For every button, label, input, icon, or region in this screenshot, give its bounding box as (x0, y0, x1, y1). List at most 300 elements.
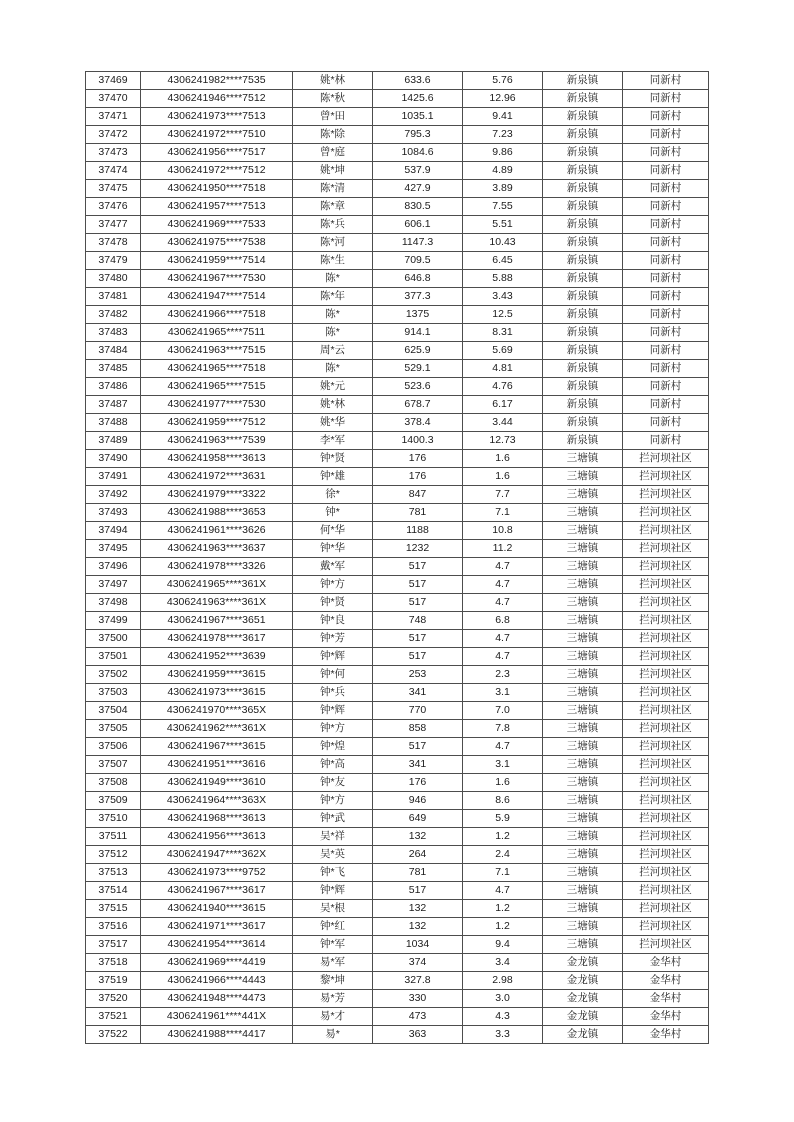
cell-amount: 517 (373, 648, 463, 666)
cell-name: 钟*贤 (293, 594, 373, 612)
cell-town: 三塘镇 (543, 810, 623, 828)
cell-id-masked: 4306241965****7518 (141, 360, 293, 378)
cell-town: 三塘镇 (543, 486, 623, 504)
cell-name: 易* (293, 1026, 373, 1044)
cell-village: 拦河坝社区 (623, 630, 709, 648)
cell-rate: 12.96 (463, 90, 543, 108)
cell-rate: 5.88 (463, 270, 543, 288)
cell-town: 三塘镇 (543, 720, 623, 738)
cell-rate: 7.8 (463, 720, 543, 738)
cell-rate: 4.7 (463, 594, 543, 612)
cell-rate: 7.1 (463, 864, 543, 882)
cell-village: 金华村 (623, 1008, 709, 1026)
cell-village: 同新村 (623, 432, 709, 450)
cell-village: 拦河坝社区 (623, 810, 709, 828)
cell-id-masked: 4306241979****3322 (141, 486, 293, 504)
cell-rate: 1.6 (463, 774, 543, 792)
cell-amount: 1232 (373, 540, 463, 558)
cell-amount: 606.1 (373, 216, 463, 234)
cell-rate: 3.1 (463, 756, 543, 774)
cell-amount: 517 (373, 576, 463, 594)
cell-seq-number: 37492 (86, 486, 141, 504)
cell-name: 陈* (293, 360, 373, 378)
cell-seq-number: 37508 (86, 774, 141, 792)
table-row (86, 936, 709, 954)
cell-village: 拦河坝社区 (623, 612, 709, 630)
cell-amount: 1425.6 (373, 90, 463, 108)
cell-amount: 709.5 (373, 252, 463, 270)
cell-name: 钟*辉 (293, 648, 373, 666)
table-row (86, 504, 709, 522)
cell-seq-number: 37486 (86, 378, 141, 396)
cell-id-masked: 4306241982****7535 (141, 72, 293, 90)
cell-name: 戴*军 (293, 558, 373, 576)
cell-amount: 132 (373, 918, 463, 936)
cell-amount: 847 (373, 486, 463, 504)
cell-id-masked: 4306241959****7512 (141, 414, 293, 432)
cell-rate: 4.76 (463, 378, 543, 396)
cell-id-masked: 4306241947****362X (141, 846, 293, 864)
cell-seq-number: 37514 (86, 882, 141, 900)
cell-amount: 330 (373, 990, 463, 1008)
cell-seq-number: 37495 (86, 540, 141, 558)
cell-town: 新泉镇 (543, 162, 623, 180)
table-row (86, 900, 709, 918)
cell-seq-number: 37501 (86, 648, 141, 666)
cell-rate: 3.89 (463, 180, 543, 198)
cell-seq-number: 37497 (86, 576, 141, 594)
cell-id-masked: 4306241970****365X (141, 702, 293, 720)
cell-seq-number: 37478 (86, 234, 141, 252)
table-row (86, 774, 709, 792)
cell-seq-number: 37488 (86, 414, 141, 432)
cell-id-masked: 4306241969****4419 (141, 954, 293, 972)
cell-name: 易*军 (293, 954, 373, 972)
cell-village: 拦河坝社区 (623, 864, 709, 882)
cell-village: 同新村 (623, 270, 709, 288)
table-row (86, 666, 709, 684)
cell-seq-number: 37470 (86, 90, 141, 108)
cell-seq-number: 37509 (86, 792, 141, 810)
cell-rate: 10.8 (463, 522, 543, 540)
cell-amount: 781 (373, 864, 463, 882)
cell-town: 三塘镇 (543, 504, 623, 522)
cell-village: 拦河坝社区 (623, 756, 709, 774)
cell-id-masked: 4306241966****7518 (141, 306, 293, 324)
cell-id-masked: 4306241968****3613 (141, 810, 293, 828)
cell-rate: 3.43 (463, 288, 543, 306)
cell-village: 同新村 (623, 288, 709, 306)
cell-town: 三塘镇 (543, 738, 623, 756)
cell-village: 拦河坝社区 (623, 648, 709, 666)
cell-id-masked: 4306241959****7514 (141, 252, 293, 270)
cell-name: 陈* (293, 324, 373, 342)
cell-amount: 517 (373, 738, 463, 756)
cell-id-masked: 4306241978****3326 (141, 558, 293, 576)
cell-amount: 264 (373, 846, 463, 864)
table-row (86, 828, 709, 846)
cell-village: 同新村 (623, 234, 709, 252)
cell-rate: 9.86 (463, 144, 543, 162)
cell-seq-number: 37498 (86, 594, 141, 612)
cell-town: 新泉镇 (543, 198, 623, 216)
table-row (86, 144, 709, 162)
cell-amount: 770 (373, 702, 463, 720)
cell-seq-number: 37480 (86, 270, 141, 288)
cell-village: 拦河坝社区 (623, 900, 709, 918)
cell-seq-number: 37499 (86, 612, 141, 630)
cell-village: 拦河坝社区 (623, 504, 709, 522)
cell-rate: 3.44 (463, 414, 543, 432)
cell-id-masked: 4306241965****7511 (141, 324, 293, 342)
cell-village: 金华村 (623, 1026, 709, 1044)
cell-village: 拦河坝社区 (623, 558, 709, 576)
cell-rate: 4.3 (463, 1008, 543, 1026)
cell-amount: 914.1 (373, 324, 463, 342)
cell-rate: 3.1 (463, 684, 543, 702)
cell-town: 新泉镇 (543, 396, 623, 414)
cell-name: 周*云 (293, 342, 373, 360)
cell-seq-number: 37483 (86, 324, 141, 342)
cell-rate: 8.6 (463, 792, 543, 810)
cell-village: 同新村 (623, 306, 709, 324)
cell-seq-number: 37476 (86, 198, 141, 216)
cell-name: 钟* (293, 504, 373, 522)
cell-town: 新泉镇 (543, 108, 623, 126)
table-row (86, 792, 709, 810)
cell-id-masked: 4306241957****7513 (141, 198, 293, 216)
cell-id-masked: 4306241973****9752 (141, 864, 293, 882)
table-row (86, 594, 709, 612)
cell-rate: 5.69 (463, 342, 543, 360)
cell-village: 同新村 (623, 162, 709, 180)
cell-id-masked: 4306241967****3651 (141, 612, 293, 630)
cell-name: 钟*高 (293, 756, 373, 774)
cell-name: 钟*煌 (293, 738, 373, 756)
cell-name: 曾*田 (293, 108, 373, 126)
table-row (86, 630, 709, 648)
cell-village: 拦河坝社区 (623, 774, 709, 792)
cell-village: 拦河坝社区 (623, 522, 709, 540)
cell-village: 同新村 (623, 252, 709, 270)
cell-id-masked: 4306241965****7515 (141, 378, 293, 396)
cell-town: 三塘镇 (543, 666, 623, 684)
cell-amount: 1375 (373, 306, 463, 324)
cell-seq-number: 37496 (86, 558, 141, 576)
cell-id-masked: 4306241971****3617 (141, 918, 293, 936)
cell-village: 拦河坝社区 (623, 576, 709, 594)
cell-amount: 517 (373, 558, 463, 576)
cell-village: 拦河坝社区 (623, 828, 709, 846)
table-row (86, 108, 709, 126)
cell-seq-number: 37521 (86, 1008, 141, 1026)
cell-rate: 3.0 (463, 990, 543, 1008)
cell-amount: 1147.3 (373, 234, 463, 252)
cell-rate: 2.4 (463, 846, 543, 864)
table-row (86, 720, 709, 738)
cell-id-masked: 4306241969****7533 (141, 216, 293, 234)
cell-seq-number: 37522 (86, 1026, 141, 1044)
cell-id-masked: 4306241958****3613 (141, 450, 293, 468)
table-row (86, 342, 709, 360)
cell-town: 新泉镇 (543, 252, 623, 270)
cell-rate: 2.98 (463, 972, 543, 990)
cell-village: 同新村 (623, 378, 709, 396)
cell-id-masked: 4306241975****7538 (141, 234, 293, 252)
cell-town: 三塘镇 (543, 774, 623, 792)
cell-rate: 7.55 (463, 198, 543, 216)
cell-village: 拦河坝社区 (623, 846, 709, 864)
cell-rate: 4.7 (463, 648, 543, 666)
cell-name: 钟*良 (293, 612, 373, 630)
cell-town: 新泉镇 (543, 414, 623, 432)
cell-village: 拦河坝社区 (623, 594, 709, 612)
cell-town: 新泉镇 (543, 324, 623, 342)
cell-id-masked: 4306241951****3616 (141, 756, 293, 774)
cell-town: 三塘镇 (543, 468, 623, 486)
cell-rate: 10.43 (463, 234, 543, 252)
cell-town: 三塘镇 (543, 936, 623, 954)
cell-name: 陈*清 (293, 180, 373, 198)
cell-village: 拦河坝社区 (623, 468, 709, 486)
cell-name: 钟*芳 (293, 630, 373, 648)
table-row (86, 180, 709, 198)
cell-id-masked: 4306241961****441X (141, 1008, 293, 1026)
cell-name: 陈*生 (293, 252, 373, 270)
cell-id-masked: 4306241977****7530 (141, 396, 293, 414)
table-row (86, 468, 709, 486)
cell-amount: 517 (373, 594, 463, 612)
cell-village: 同新村 (623, 324, 709, 342)
table-row (86, 450, 709, 468)
cell-name: 姚*坤 (293, 162, 373, 180)
cell-name: 钟*何 (293, 666, 373, 684)
cell-amount: 327.8 (373, 972, 463, 990)
cell-village: 拦河坝社区 (623, 918, 709, 936)
cell-seq-number: 37474 (86, 162, 141, 180)
cell-village: 拦河坝社区 (623, 666, 709, 684)
table-row (86, 918, 709, 936)
cell-village: 同新村 (623, 144, 709, 162)
cell-village: 同新村 (623, 198, 709, 216)
cell-name: 陈*年 (293, 288, 373, 306)
cell-name: 姚*林 (293, 72, 373, 90)
cell-seq-number: 37515 (86, 900, 141, 918)
cell-seq-number: 37471 (86, 108, 141, 126)
cell-village: 同新村 (623, 216, 709, 234)
cell-rate: 4.7 (463, 558, 543, 576)
cell-rate: 9.41 (463, 108, 543, 126)
table-row (86, 990, 709, 1008)
cell-amount: 523.6 (373, 378, 463, 396)
cell-name: 易*才 (293, 1008, 373, 1026)
cell-rate: 5.9 (463, 810, 543, 828)
table-row (86, 972, 709, 990)
cell-town: 三塘镇 (543, 576, 623, 594)
cell-name: 吴*根 (293, 900, 373, 918)
cell-amount: 795.3 (373, 126, 463, 144)
cell-id-masked: 4306241965****361X (141, 576, 293, 594)
cell-village: 拦河坝社区 (623, 540, 709, 558)
table-row (86, 396, 709, 414)
cell-town: 新泉镇 (543, 432, 623, 450)
table-row (86, 432, 709, 450)
cell-amount: 1188 (373, 522, 463, 540)
cell-town: 三塘镇 (543, 450, 623, 468)
table-body (86, 72, 709, 1044)
cell-town: 新泉镇 (543, 90, 623, 108)
cell-seq-number: 37519 (86, 972, 141, 990)
cell-name: 钟*方 (293, 720, 373, 738)
cell-village: 金华村 (623, 972, 709, 990)
cell-town: 三塘镇 (543, 702, 623, 720)
cell-amount: 378.4 (373, 414, 463, 432)
cell-seq-number: 37506 (86, 738, 141, 756)
cell-name: 钟*友 (293, 774, 373, 792)
table-row (86, 306, 709, 324)
cell-town: 三塘镇 (543, 594, 623, 612)
cell-village: 同新村 (623, 414, 709, 432)
cell-town: 三塘镇 (543, 522, 623, 540)
cell-name: 吴*英 (293, 846, 373, 864)
cell-village: 同新村 (623, 342, 709, 360)
cell-amount: 858 (373, 720, 463, 738)
cell-seq-number: 37516 (86, 918, 141, 936)
cell-name: 陈* (293, 270, 373, 288)
cell-id-masked: 4306241956****7517 (141, 144, 293, 162)
cell-id-masked: 4306241963****361X (141, 594, 293, 612)
cell-name: 姚*华 (293, 414, 373, 432)
cell-id-masked: 4306241961****3626 (141, 522, 293, 540)
cell-town: 三塘镇 (543, 828, 623, 846)
cell-amount: 1400.3 (373, 432, 463, 450)
cell-name: 姚*元 (293, 378, 373, 396)
cell-seq-number: 37513 (86, 864, 141, 882)
cell-amount: 374 (373, 954, 463, 972)
cell-seq-number: 37473 (86, 144, 141, 162)
cell-id-masked: 4306241967****7530 (141, 270, 293, 288)
table-row (86, 882, 709, 900)
table-row (86, 90, 709, 108)
cell-amount: 1034 (373, 936, 463, 954)
cell-id-masked: 4306241972****7512 (141, 162, 293, 180)
cell-village: 同新村 (623, 90, 709, 108)
cell-village: 同新村 (623, 396, 709, 414)
cell-town: 新泉镇 (543, 72, 623, 90)
cell-rate: 1.6 (463, 468, 543, 486)
cell-rate: 4.7 (463, 738, 543, 756)
table-row (86, 576, 709, 594)
cell-seq-number: 37475 (86, 180, 141, 198)
cell-seq-number: 37520 (86, 990, 141, 1008)
cell-name: 何*华 (293, 522, 373, 540)
cell-village: 同新村 (623, 126, 709, 144)
cell-id-masked: 4306241988****3653 (141, 504, 293, 522)
cell-rate: 1.2 (463, 900, 543, 918)
cell-name: 钟*雄 (293, 468, 373, 486)
cell-amount: 537.9 (373, 162, 463, 180)
cell-town: 新泉镇 (543, 144, 623, 162)
cell-town: 三塘镇 (543, 882, 623, 900)
cell-town: 三塘镇 (543, 918, 623, 936)
cell-name: 陈*章 (293, 198, 373, 216)
cell-rate: 12.73 (463, 432, 543, 450)
cell-name: 陈*兵 (293, 216, 373, 234)
cell-seq-number: 37500 (86, 630, 141, 648)
cell-rate: 3.3 (463, 1026, 543, 1044)
cell-seq-number: 37504 (86, 702, 141, 720)
cell-town: 三塘镇 (543, 648, 623, 666)
cell-seq-number: 37469 (86, 72, 141, 90)
cell-amount: 830.5 (373, 198, 463, 216)
cell-id-masked: 4306241967****3615 (141, 738, 293, 756)
cell-rate: 6.17 (463, 396, 543, 414)
cell-town: 新泉镇 (543, 270, 623, 288)
cell-seq-number: 37485 (86, 360, 141, 378)
cell-name: 钟*方 (293, 576, 373, 594)
table-row (86, 810, 709, 828)
cell-rate: 1.2 (463, 918, 543, 936)
table-row (86, 756, 709, 774)
table-row (86, 648, 709, 666)
cell-id-masked: 4306241963****7539 (141, 432, 293, 450)
cell-id-masked: 4306241954****3614 (141, 936, 293, 954)
cell-id-masked: 4306241962****361X (141, 720, 293, 738)
cell-name: 钟*华 (293, 540, 373, 558)
cell-village: 同新村 (623, 180, 709, 198)
cell-seq-number: 37487 (86, 396, 141, 414)
cell-seq-number: 37493 (86, 504, 141, 522)
cell-town: 新泉镇 (543, 342, 623, 360)
cell-amount: 253 (373, 666, 463, 684)
cell-town: 新泉镇 (543, 216, 623, 234)
cell-village: 拦河坝社区 (623, 486, 709, 504)
cell-id-masked: 4306241972****3631 (141, 468, 293, 486)
table-row (86, 702, 709, 720)
table-row (86, 324, 709, 342)
cell-rate: 8.31 (463, 324, 543, 342)
cell-name: 钟*辉 (293, 882, 373, 900)
cell-name: 钟*贤 (293, 450, 373, 468)
table-row (86, 486, 709, 504)
cell-id-masked: 4306241963****7515 (141, 342, 293, 360)
cell-seq-number: 37477 (86, 216, 141, 234)
table-row (86, 846, 709, 864)
cell-rate: 11.2 (463, 540, 543, 558)
cell-town: 新泉镇 (543, 126, 623, 144)
cell-rate: 9.4 (463, 936, 543, 954)
cell-seq-number: 37518 (86, 954, 141, 972)
data-table (85, 71, 709, 1044)
cell-id-masked: 4306241948****4473 (141, 990, 293, 1008)
cell-amount: 176 (373, 468, 463, 486)
cell-town: 新泉镇 (543, 234, 623, 252)
cell-rate: 7.7 (463, 486, 543, 504)
cell-id-masked: 4306241956****3613 (141, 828, 293, 846)
cell-id-masked: 4306241964****363X (141, 792, 293, 810)
cell-name: 钟*辉 (293, 702, 373, 720)
cell-town: 三塘镇 (543, 612, 623, 630)
cell-id-masked: 4306241978****3617 (141, 630, 293, 648)
table-row (86, 522, 709, 540)
cell-village: 拦河坝社区 (623, 450, 709, 468)
cell-town: 金龙镇 (543, 1008, 623, 1026)
cell-amount: 646.8 (373, 270, 463, 288)
cell-name: 黎*坤 (293, 972, 373, 990)
cell-town: 三塘镇 (543, 540, 623, 558)
cell-town: 新泉镇 (543, 180, 623, 198)
cell-name: 姚*林 (293, 396, 373, 414)
